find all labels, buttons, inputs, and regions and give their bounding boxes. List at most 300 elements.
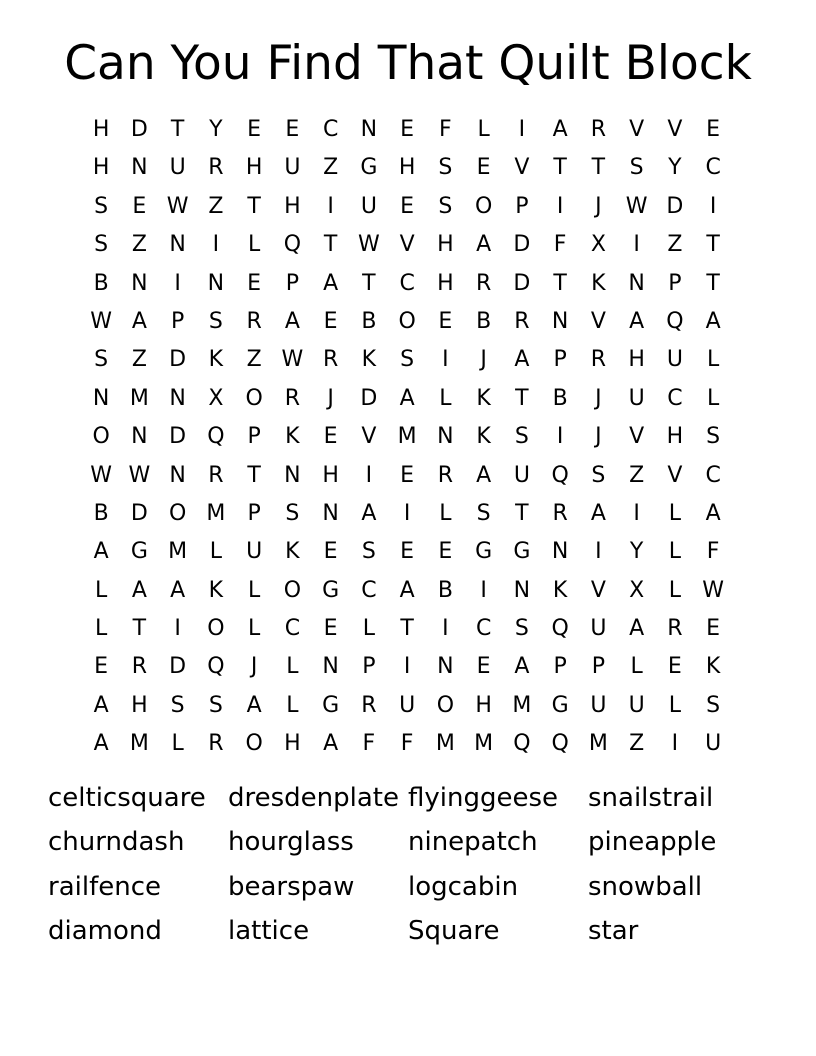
grid-letter: J	[595, 385, 602, 411]
grid-letter: U	[399, 692, 416, 718]
grid-letter: N	[131, 270, 148, 296]
grid-letter: S	[514, 424, 529, 450]
grid-letter: E	[400, 539, 415, 565]
word-list-item: dresdenplate	[228, 783, 399, 813]
grid-letter: B	[361, 308, 377, 334]
grid-letter: L	[668, 577, 681, 603]
grid-letter: E	[438, 539, 453, 565]
grid-letter: R	[246, 308, 262, 334]
grid-letter: E	[323, 308, 338, 334]
grid-letter: A	[476, 462, 492, 488]
grid-letter: E	[323, 616, 338, 642]
grid-letter: H	[437, 232, 454, 258]
word-list-item: diamond	[48, 916, 162, 947]
grid-letter: C	[667, 385, 683, 411]
grid-letter: N	[322, 654, 339, 680]
grid-letter: I	[403, 500, 411, 526]
grid-letter: Y	[629, 539, 644, 565]
grid-letter: O	[207, 616, 225, 642]
grid-letter: R	[475, 270, 492, 296]
grid-letter: D	[169, 654, 187, 680]
grid-letter: S	[94, 347, 109, 373]
grid-letter: N	[360, 117, 378, 142]
grid-letter: S	[94, 193, 109, 219]
grid-letter: I	[595, 539, 602, 565]
grid-letter: I	[480, 577, 487, 603]
grid-letter: W	[90, 462, 112, 488]
grid-letter: U	[360, 193, 377, 219]
grid-letter: N	[437, 424, 454, 450]
grid-letter: F	[400, 731, 414, 757]
grid-letter: L	[94, 577, 108, 603]
grid-letter: S	[208, 308, 223, 334]
grid-letter: A	[93, 539, 109, 565]
grid-letter: O	[168, 500, 187, 526]
grid-letter: Q	[207, 424, 225, 450]
grid-letter: Q	[283, 232, 302, 258]
grid-letter: J	[250, 654, 258, 680]
grid-letter: L	[668, 692, 681, 718]
grid-letter: R	[322, 347, 339, 373]
grid-letter: M	[206, 500, 226, 526]
grid-letter: S	[591, 462, 606, 488]
grid-letter: N	[207, 270, 225, 296]
grid-letter: R	[514, 308, 530, 334]
grid-letter: T	[553, 270, 567, 296]
grid-letter: A	[170, 577, 186, 603]
grid-letter: O	[474, 193, 493, 219]
grid-letter: E	[247, 270, 262, 296]
grid-letter: S	[400, 347, 415, 373]
grid-letter: N	[92, 385, 110, 411]
grid-letter: R	[208, 155, 224, 181]
grid-letter: G	[322, 577, 340, 603]
grid-letter: R	[667, 616, 683, 642]
grid-letter: P	[247, 500, 261, 526]
grid-letter: A	[93, 731, 109, 757]
grid-letter: X	[208, 385, 224, 411]
grid-letter: V	[629, 424, 645, 450]
grid-letter: T	[362, 270, 376, 296]
grid-letter: G	[513, 539, 531, 565]
grid-letter: Q	[551, 462, 569, 488]
grid-letter: A	[361, 500, 377, 526]
grid-letter: K	[591, 270, 606, 296]
grid-letter: T	[132, 616, 147, 642]
grid-letter: B	[552, 385, 568, 411]
grid-letter: A	[476, 232, 492, 258]
grid-letter: N	[628, 270, 645, 296]
grid-letter: C	[399, 270, 415, 296]
grid-letter: J	[595, 193, 602, 219]
grid-letter: S	[629, 155, 644, 181]
grid-letter: A	[629, 308, 645, 334]
grid-letter: C	[475, 616, 492, 642]
grid-letter: G	[475, 539, 493, 565]
grid-letter: C	[322, 117, 339, 142]
grid-letter: U	[169, 155, 186, 181]
grid-letter: P	[515, 193, 529, 219]
grid-letter: U	[284, 155, 301, 181]
grid-letter: S	[438, 193, 453, 219]
grid-letter: T	[706, 232, 720, 258]
grid-letter: R	[437, 462, 454, 488]
grid-letter: A	[629, 616, 645, 642]
grid-letter: S	[706, 692, 721, 718]
grid-letter: K	[285, 424, 300, 450]
grid-letter: A	[131, 577, 147, 603]
grid-letter: C	[361, 577, 377, 603]
grid-letter: D	[666, 193, 684, 219]
grid-letter: K	[361, 347, 377, 373]
grid-letter: R	[590, 117, 607, 142]
grid-letter: H	[322, 462, 339, 488]
grid-letter: N	[513, 577, 531, 603]
grid-letter: A	[323, 731, 339, 757]
word-list-item: hourglass	[228, 827, 354, 858]
grid-letter: Z	[323, 155, 339, 181]
grid-letter: V	[399, 232, 415, 258]
grid-letter: I	[442, 616, 449, 642]
grid-letter: W	[128, 462, 151, 488]
grid-letter: I	[174, 616, 181, 642]
grid-letter: V	[629, 117, 645, 142]
grid-letter: D	[513, 232, 531, 258]
grid-letter: C	[705, 462, 721, 488]
grid-letter: I	[518, 117, 526, 142]
grid-letter: Q	[513, 731, 531, 757]
grid-letter: K	[476, 385, 491, 411]
grid-letter: S	[706, 424, 721, 450]
grid-letter: O	[436, 692, 455, 718]
grid-letter: I	[556, 424, 564, 450]
grid-letter: L	[171, 731, 184, 757]
grid-letter: J	[480, 347, 487, 373]
grid-letter: L	[94, 616, 108, 642]
grid-letter: A	[399, 577, 415, 603]
grid-letter: L	[706, 385, 720, 411]
grid-letter: T	[706, 270, 720, 296]
grid-letter: M	[512, 692, 532, 718]
grid-letter: Q	[551, 616, 569, 642]
word-list-item: lattice	[228, 916, 310, 947]
grid-letter: M	[474, 731, 494, 757]
grid-letter: T	[553, 155, 567, 181]
grid-letter: K	[705, 654, 721, 680]
grid-letter: V	[514, 155, 530, 181]
grid-letter: Y	[209, 117, 223, 142]
grid-letter: L	[477, 117, 490, 142]
grid-letter: G	[360, 155, 378, 181]
word-list-item: pineapple	[588, 827, 717, 858]
grid-letter: N	[131, 424, 148, 450]
grid-letter: O	[398, 308, 416, 334]
grid-letter: F	[362, 731, 376, 757]
word-list-item: celticsquare	[48, 783, 206, 813]
grid-letter: T	[515, 385, 529, 411]
grid-letter: H	[245, 155, 263, 181]
word-list-item: bearspaw	[228, 871, 355, 902]
grid-letter: Q	[666, 308, 684, 334]
grid-letter: H	[437, 270, 454, 296]
grid-letter: W	[357, 232, 380, 258]
grid-letter: H	[92, 117, 110, 142]
grid-letter: P	[247, 424, 261, 450]
grid-letter: E	[323, 424, 338, 450]
grid-letter: O	[283, 577, 302, 603]
grid-letter: L	[362, 616, 375, 642]
grid-letter: E	[285, 117, 300, 142]
word-list-item: star	[588, 916, 639, 947]
grid-letter: A	[399, 385, 415, 411]
grid-letter: E	[247, 117, 262, 142]
grid-letter: N	[322, 500, 339, 526]
grid-letter: G	[130, 539, 148, 565]
grid-letter: I	[174, 270, 181, 296]
word-list-item: flyinggeese	[408, 783, 559, 813]
grid-letter: A	[552, 117, 568, 142]
grid-letter: Z	[629, 731, 645, 757]
grid-letter: L	[668, 500, 681, 526]
grid-letter: S	[285, 500, 300, 526]
grid-letter: U	[590, 616, 607, 642]
grid-letter: R	[131, 654, 148, 680]
grid-letter: H	[131, 692, 148, 718]
grid-letter: V	[590, 577, 606, 603]
grid-letter: H	[92, 155, 110, 181]
word-list-item: snailstrail	[588, 783, 714, 813]
letter-grid	[82, 111, 732, 764]
grid-letter: X	[629, 577, 645, 603]
grid-letter: I	[633, 500, 640, 526]
grid-letter: R	[552, 500, 568, 526]
grid-letter: K	[208, 577, 224, 603]
grid-letter: I	[403, 654, 411, 680]
grid-letter: E	[132, 193, 147, 219]
page-title: Can You Find That Quilt Block	[64, 36, 752, 91]
grid-letter: U	[666, 347, 683, 373]
grid-letter: S	[94, 232, 109, 258]
grid-letter: O	[245, 385, 263, 411]
grid-letter: P	[668, 270, 682, 296]
grid-letter: P	[170, 308, 185, 334]
grid-letter: B	[93, 500, 109, 526]
grid-letter: D	[130, 500, 148, 526]
grid-letter: A	[93, 692, 109, 718]
grid-letter: Z	[629, 462, 645, 488]
grid-letter: S	[514, 616, 529, 642]
grid-letter: P	[553, 654, 567, 680]
grid-letter: W	[166, 193, 189, 219]
grid-letter: N	[169, 462, 186, 488]
grid-letter: K	[476, 424, 491, 450]
grid-letter: A	[514, 654, 530, 680]
grid-letter: U	[513, 462, 530, 488]
grid-letter: A	[705, 308, 721, 334]
grid-letter: N	[169, 232, 186, 258]
grid-letter: U	[628, 385, 645, 411]
grid-letter: P	[285, 270, 300, 296]
grid-letter: W	[702, 577, 724, 603]
grid-letter: H	[475, 692, 492, 718]
word-list-item: churndash	[48, 827, 185, 858]
grid-letter: E	[706, 616, 721, 642]
grid-letter: W	[625, 193, 648, 219]
grid-letter: H	[284, 731, 301, 757]
grid-letter: A	[514, 347, 530, 373]
grid-letter: E	[400, 193, 415, 219]
grid-letter: M	[129, 731, 149, 757]
grid-letter: N	[551, 308, 569, 334]
grid-letter: O	[92, 424, 110, 450]
grid-letter: E	[476, 155, 491, 181]
grid-letter: A	[323, 270, 339, 296]
grid-letter: E	[476, 654, 491, 680]
grid-letter: M	[168, 539, 188, 565]
grid-letter: S	[208, 692, 223, 718]
grid-letter: E	[323, 539, 338, 565]
grid-letter: S	[438, 155, 453, 181]
grid-letter: P	[553, 347, 567, 373]
grid-letter: F	[706, 539, 720, 565]
grid-letter: K	[285, 539, 300, 565]
grid-letter: H	[398, 155, 416, 181]
grid-letter: R	[208, 462, 224, 488]
grid-letter: A	[705, 500, 721, 526]
grid-letter: I	[365, 462, 373, 488]
grid-letter: U	[628, 692, 645, 718]
grid-letter: B	[476, 308, 492, 334]
grid-letter: B	[437, 577, 453, 603]
grid-letter: D	[360, 385, 378, 411]
grid-letter: N	[437, 654, 454, 680]
grid-letter: F	[439, 117, 452, 142]
grid-letter: L	[706, 347, 720, 373]
grid-letter: K	[208, 347, 224, 373]
grid-letter: V	[361, 424, 377, 450]
grid-letter: G	[322, 692, 340, 718]
grid-letter: H	[666, 424, 684, 450]
grid-letter: Z	[246, 347, 262, 373]
grid-letter: U	[590, 692, 607, 718]
grid-letter: E	[94, 654, 109, 680]
grid-letter: L	[439, 385, 452, 411]
grid-letter: I	[212, 232, 220, 258]
grid-letter: M	[397, 424, 417, 450]
grid-letter: V	[667, 462, 683, 488]
grid-letter: S	[361, 539, 376, 565]
grid-letter: R	[361, 692, 377, 718]
grid-letter: K	[552, 577, 568, 603]
grid-letter: D	[169, 424, 187, 450]
word-list-item: railfence	[48, 871, 161, 902]
grid-letter: L	[209, 539, 222, 565]
grid-letter: L	[630, 654, 643, 680]
grid-letter: V	[667, 117, 683, 142]
grid-letter: N	[169, 385, 186, 411]
grid-letter: R	[208, 731, 224, 757]
grid-letter: Z	[131, 347, 147, 373]
grid-letter: N	[284, 462, 301, 488]
grid-letter: C	[284, 616, 301, 642]
grid-letter: L	[247, 232, 261, 258]
grid-letter: V	[590, 308, 606, 334]
grid-letter: D	[169, 347, 187, 373]
grid-letter: E	[706, 117, 721, 142]
grid-letter: M	[588, 731, 608, 757]
grid-letter: M	[435, 731, 455, 757]
grid-letter: G	[551, 692, 569, 718]
grid-letter: B	[93, 270, 109, 296]
grid-letter: X	[590, 232, 606, 258]
grid-letter: A	[131, 308, 147, 334]
grid-letter: D	[130, 117, 148, 142]
grid-letter: E	[400, 462, 415, 488]
grid-letter: U	[246, 539, 263, 565]
grid-letter: Z	[131, 232, 147, 258]
grid-letter: J	[327, 385, 334, 411]
grid-letter: S	[476, 500, 491, 526]
grid-letter: T	[400, 616, 414, 642]
word-list-item: Square	[408, 916, 500, 947]
grid-letter: D	[513, 270, 531, 296]
grid-letter: L	[439, 500, 452, 526]
grid-letter: W	[281, 347, 304, 373]
grid-letter: E	[667, 654, 682, 680]
grid-letter: U	[705, 731, 722, 757]
word-list-item: logcabin	[408, 871, 519, 902]
grid-letter: T	[515, 500, 529, 526]
grid-letter: R	[284, 385, 301, 411]
grid-letter: I	[709, 193, 717, 219]
grid-letter: Y	[668, 155, 682, 181]
grid-letter: W	[90, 308, 112, 334]
grid-letter: F	[553, 232, 567, 258]
grid-letter: Q	[551, 731, 569, 757]
grid-letter: H	[284, 193, 301, 219]
grid-letter: I	[633, 232, 640, 258]
grid-letter: H	[628, 347, 645, 373]
word-list	[48, 778, 768, 956]
grid-letter: L	[286, 692, 299, 718]
grid-letter: S	[170, 692, 185, 718]
grid-letter: C	[705, 155, 721, 181]
grid-letter: P	[362, 654, 376, 680]
grid-letter: Z	[667, 232, 683, 258]
grid-letter: R	[590, 347, 607, 373]
grid-letter: J	[595, 424, 602, 450]
grid-letter: L	[286, 654, 299, 680]
grid-letter: T	[591, 155, 606, 181]
grid-letter: T	[247, 462, 261, 488]
word-list-item: snowball	[588, 871, 703, 902]
grid-letter: I	[671, 731, 679, 757]
grid-letter: I	[556, 193, 564, 219]
grid-letter: L	[247, 616, 261, 642]
grid-letter: A	[246, 692, 262, 718]
grid-letter: L	[668, 539, 681, 565]
grid-letter: I	[442, 347, 449, 373]
grid-letter: N	[551, 539, 569, 565]
word-list-item: ninepatch	[408, 827, 538, 858]
grid-letter: E	[438, 308, 453, 334]
grid-letter: E	[400, 117, 415, 142]
grid-letter: T	[247, 193, 261, 219]
grid-letter: I	[327, 193, 334, 219]
grid-letter: T	[323, 232, 338, 258]
grid-letter: M	[129, 385, 149, 411]
grid-letter: Z	[208, 193, 224, 219]
